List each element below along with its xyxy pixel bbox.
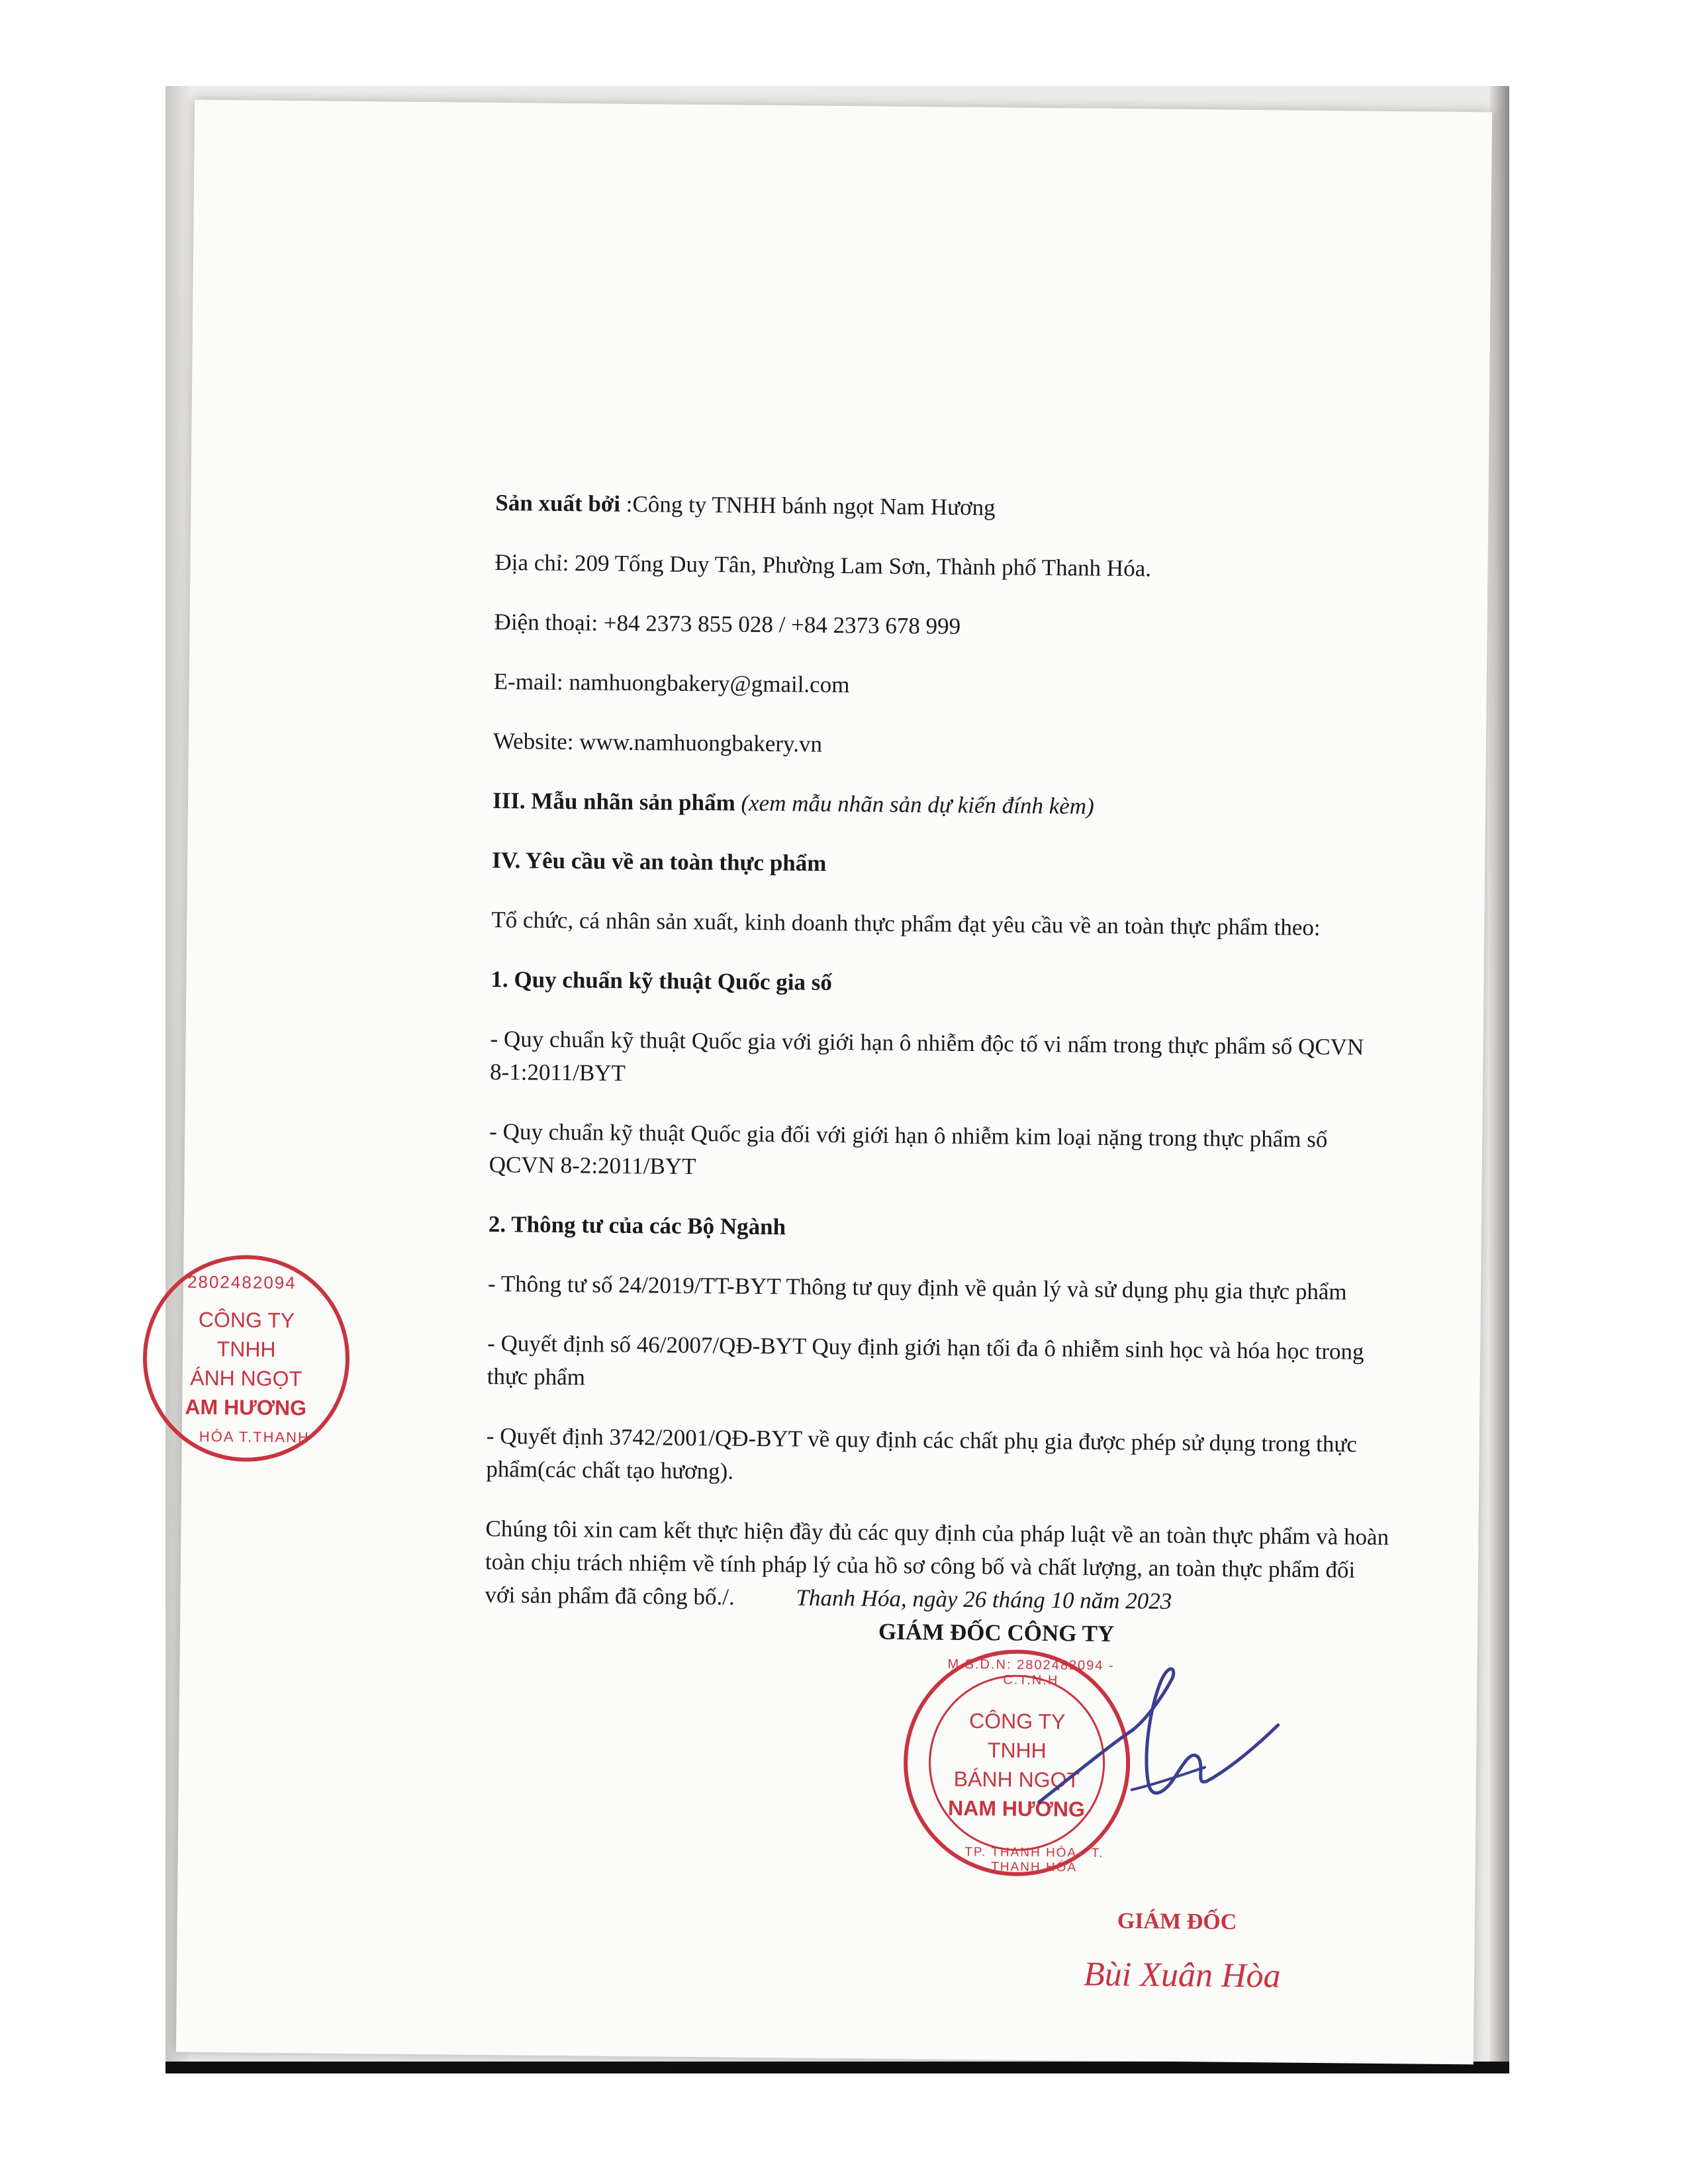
document-body <box>485 486 1528 1621</box>
producer-line: Sản xuất bởi :Công ty TNHH bánh ngọt Nam Hương <box>495 490 996 521</box>
signature-mark <box>1032 1650 1286 1838</box>
stamp-director-name: Bùi Xuân Hòa <box>1083 1955 1281 1995</box>
qcvn-item-2: - Quy chuẩn kỹ thuật Quốc gia đối với giới hạn ô nhiễm kim loại nặng trong thực phẩm số <box>489 1118 1328 1153</box>
section-4-heading: IV. Yêu cầu về an toàn thực phẩm <box>492 847 827 876</box>
commitment-line-1: Chúng tôi xin cam kết thực hiện đầy đủ các quy định của pháp luật về an toàn thực phẩm và hoàn <box>485 1515 1389 1551</box>
circular-item-1: - Thông tư số 24/2019/TT-BYT Thông tư quy định về quản lý và sử dụng phụ gia thực phẩm <box>487 1270 1347 1305</box>
address-line: Địa chỉ: 209 Tống Duy Tân, Phường Lam Sơn, Thành phố Thanh Hóa. <box>494 549 1152 582</box>
subsection-1-heading: 1. Quy chuẩn kỹ thuật Quốc gia số <box>491 966 833 995</box>
signature-date: Thanh Hóa, ngày 26 tháng 10 năm 2023 <box>796 1584 1172 1614</box>
commitment-line-3: với sản phẩm đã công bố./. <box>485 1581 735 1610</box>
company-stamp: M.S.D.N: 2802482094 - C.T.N.H CÔNG TY TNHH BÁNH NGỌT NAM HƯƠNG TP. THANH HÓA - T. THANH HÓA <box>903 1649 1131 1877</box>
circular-item-2: - Quyết định số 46/2007/QĐ-BYT Quy định giới hạn tối đa ô nhiễm sinh học và hóa học trong <box>487 1330 1364 1365</box>
document-page <box>176 100 1492 2065</box>
qcvn-item-2-cont: QCVN 8-2:2011/BYT <box>489 1152 696 1180</box>
website-line: Website: www.namhuongbakery.vn <box>492 728 823 757</box>
side-company-stamp: 2802482094 CÔNG TY TNHH ÁNH NGỌT AM HƯƠNG HÓA T.THANH <box>142 1254 350 1463</box>
signature-title: GIÁM ĐỐC CÔNG TY <box>878 1618 1115 1647</box>
commitment-line-2: toàn chịu trách nhiệm về tính pháp lý của hồ sơ công bố và chất lượng, an toàn thực phẩm đối <box>485 1548 1356 1583</box>
circular-item-3: - Quyết định 3742/2001/QĐ-BYT về quy định các chất phụ gia được phép sử dụng trong thực <box>486 1422 1358 1457</box>
qcvn-item-1-cont: 8-1:2011/BYT <box>489 1059 626 1086</box>
circular-item-3-cont: phẩm(các chất tạo hương). <box>486 1455 734 1484</box>
qcvn-item-1: - Quy chuẩn kỹ thuật Quốc gia với giới hạn ô nhiễm độc tố vi nấm trong thực phẩm số QCVN <box>490 1026 1364 1060</box>
stamp-director-title: GIÁM ĐỐC <box>1117 1909 1237 1934</box>
circular-item-2-cont: thực phẩm <box>487 1363 586 1390</box>
section-4-intro: Tổ chức, cá nhân sản xuất, kinh doanh thực phẩm đạt yêu cầu về an toàn thực phẩm theo: <box>491 907 1321 941</box>
email-line: E-mail: namhuongbakery@gmail.com <box>493 668 850 698</box>
section-3-heading: III. Mẫu nhãn sản phẩm (xem mẫu nhãn sản dự kiến đính kèm) <box>492 788 1094 819</box>
subsection-2-heading: 2. Thông tư của các Bộ Ngành <box>488 1210 786 1240</box>
scan-bottom-edge <box>165 2062 1509 2073</box>
phone-line: Điện thoại: +84 2373 855 028 / +84 2373 678 999 <box>494 609 961 639</box>
